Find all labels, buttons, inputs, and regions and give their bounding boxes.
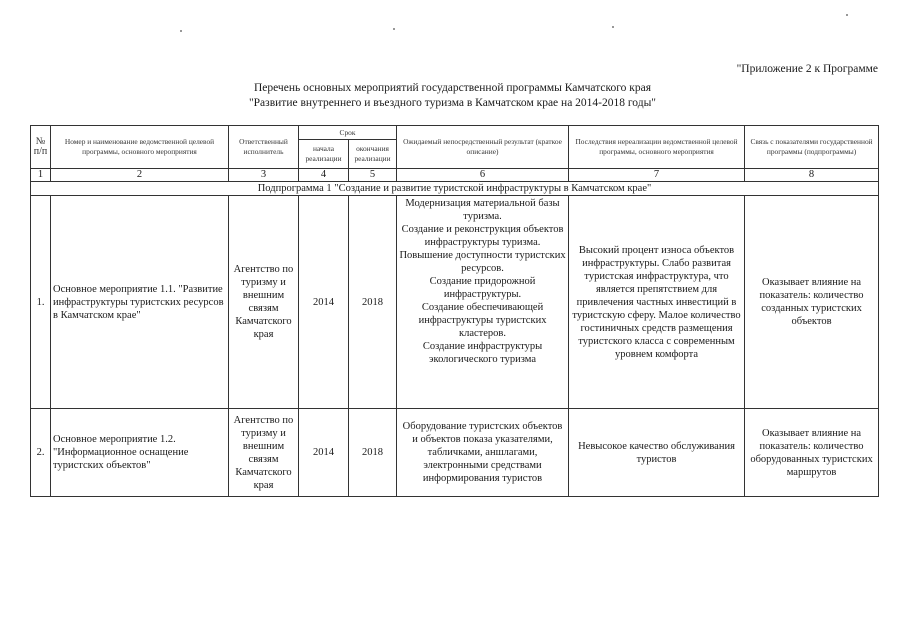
result-item: Создание придорожной инфраструктуры.	[429, 276, 536, 300]
row-result	[397, 409, 569, 497]
column-number: 3	[229, 169, 299, 182]
header-term: Срок	[299, 126, 397, 140]
column-number: 7	[569, 169, 745, 182]
row-start: 2014	[299, 196, 349, 409]
header-num: № п/п	[31, 126, 51, 169]
scan-speck	[612, 26, 614, 28]
header-consequences: Последствия нереализации ведомственной целевой программы, основного мероприятия	[569, 126, 745, 169]
subprogram-row	[31, 182, 879, 196]
header-link: Связь с показателями государственной программы (подпрограммы)	[745, 126, 879, 169]
table-header-row	[31, 126, 879, 140]
header-name: Номер и наименование ведомственной целевой программы, основного мероприятия	[51, 126, 229, 169]
row-end: 2018	[349, 196, 397, 409]
result-item: Модернизация материальной базы туризма.	[405, 198, 560, 222]
result-item: Создание инфраструктуры экологического туризма	[422, 341, 543, 365]
column-number: 4	[299, 169, 349, 182]
header-start: начала реализации	[299, 140, 349, 169]
row-consequences: Невысокое качество обслуживания туристов	[569, 409, 745, 497]
column-number: 1	[31, 169, 51, 182]
result-item: Оборудование туристских объектов и объектов показа указателями, табличками, аншлагами, электронными средствами информирования туристов	[402, 421, 563, 484]
column-numbers-row	[31, 169, 879, 182]
row-num: 1.	[31, 196, 51, 409]
scan-speck	[393, 28, 395, 30]
row-name: Основное мероприятие 1.2. "Информационное оснащение туристских объектов"	[51, 409, 229, 497]
title-line-1: Перечень основных мероприятий государственной программы Камчатского края	[253, 82, 652, 94]
scan-speck	[846, 14, 848, 16]
title-line-2: "Развитие внутреннего и въездного туризма в Камчатском крае на 2014-2018 годы"	[248, 97, 657, 109]
header-executor: Ответственный исполнитель	[229, 126, 299, 169]
row-result	[397, 196, 569, 409]
annex-label: "Приложение 2 к Программе	[736, 63, 878, 75]
header-end: окончания реализации	[349, 140, 397, 169]
result-item: Повышение доступности туристских ресурсов.	[399, 250, 566, 274]
measures-table	[30, 125, 879, 497]
row-link: Оказывает влияние на показатель: количество созданных туристских объектов	[745, 196, 879, 409]
header-result: Ожидаемый непосредственный результат (краткое описание)	[397, 126, 569, 169]
result-item: Создание обеспечивающей инфраструктуры туристских кластеров.	[418, 302, 547, 339]
column-number: 6	[397, 169, 569, 182]
column-number: 2	[51, 169, 229, 182]
column-number: 5	[349, 169, 397, 182]
row-executor: Агентство по туризму и внешним связям Камчатского края	[229, 409, 299, 497]
row-start: 2014	[299, 409, 349, 497]
row-name: Основное мероприятие 1.1. "Развитие инфраструктуры туристских ресурсов в Камчатском крае"	[51, 196, 229, 409]
subprogram-title: Подпрограмма 1 "Создание и развитие туристской инфраструктуры в Камчатском крае"	[31, 182, 879, 196]
row-link: Оказывает влияние на показатель: количество оборудованных туристских маршрутов	[745, 409, 879, 497]
row-consequences: Высокий процент износа объектов инфраструктуры. Слабо развитая туристская инфраструктура, что является препятствием для привлечения частных инвестиций в туристскую сферу. Малое количество гостиничных средств размещения туристского класса с современным уровнем комфорта	[569, 196, 745, 409]
scan-speck	[180, 30, 182, 32]
table-row	[31, 409, 879, 497]
row-num: 2.	[31, 409, 51, 497]
column-number: 8	[745, 169, 879, 182]
row-executor: Агентство по туризму и внешним связям Камчатского края	[229, 196, 299, 409]
result-item: Создание и реконструкция объектов инфраструктуры туризма.	[401, 224, 564, 248]
document-title	[0, 81, 905, 111]
table-row	[31, 196, 879, 409]
row-end: 2018	[349, 409, 397, 497]
